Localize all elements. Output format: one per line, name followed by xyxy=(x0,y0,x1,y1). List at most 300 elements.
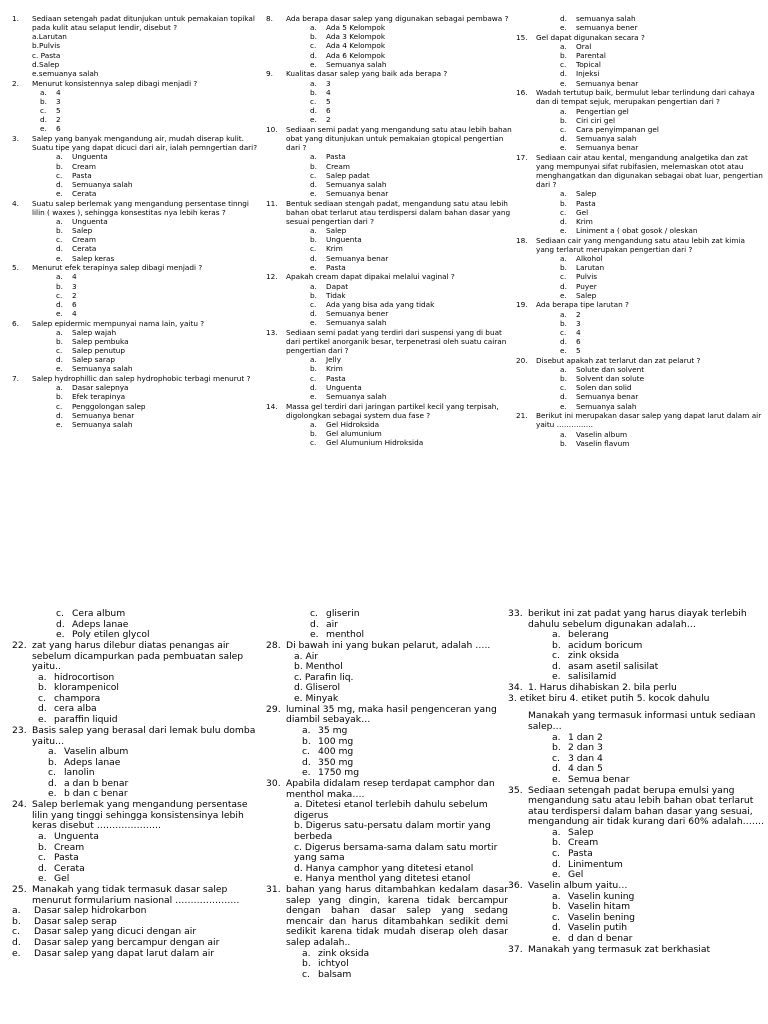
option-text: Semuanya benar xyxy=(576,78,639,88)
option-letter: b. xyxy=(552,742,561,754)
option-letter: d. xyxy=(310,618,319,630)
option-letter: c. xyxy=(56,170,63,180)
option-letter: c. xyxy=(560,60,567,70)
answer-option xyxy=(302,970,508,981)
option-text: semuanya salah xyxy=(576,14,636,23)
question-text: Gel dapat digunakan secara ? xyxy=(536,32,645,42)
question-9 xyxy=(266,69,512,124)
question-number: 16. xyxy=(516,88,528,98)
option-letter: d. xyxy=(310,253,317,263)
option-text: Dapat xyxy=(326,281,349,291)
answer-option xyxy=(38,832,256,843)
option-letter: c. xyxy=(38,852,46,864)
option-letter: c. xyxy=(310,609,318,619)
option-text: acidum boricum xyxy=(568,639,643,651)
option-text: 4 xyxy=(326,87,331,97)
question-4 xyxy=(12,199,258,263)
option-letter: b. xyxy=(310,364,317,374)
question-text: Apakah cream dapat dipakai melalui vaginal ? xyxy=(286,272,455,282)
option-letter: a. xyxy=(560,189,567,199)
option-text: Unguenta xyxy=(72,152,108,162)
question-23 xyxy=(12,726,256,800)
option-text: 1750 mg xyxy=(318,767,360,779)
option-text: Dasar salepnya xyxy=(72,383,129,393)
answer-option xyxy=(560,14,764,23)
answer-option xyxy=(560,263,764,272)
option-text: Gel Hidroksida xyxy=(326,419,380,429)
answer-option xyxy=(56,189,258,198)
option-letter: b. xyxy=(38,841,47,853)
answer-option xyxy=(310,364,512,373)
answer-option xyxy=(560,439,764,448)
question-stem xyxy=(508,945,764,956)
answer-option xyxy=(552,860,764,871)
question-stem xyxy=(516,153,764,190)
option-letter: c. xyxy=(310,170,317,180)
question-17 xyxy=(516,153,764,235)
answer-option xyxy=(40,106,258,115)
answer-option xyxy=(560,51,764,60)
option-letter: d. xyxy=(56,244,63,254)
question-number: 21. xyxy=(516,411,528,421)
question-stem xyxy=(508,609,764,630)
question-11 xyxy=(266,199,512,272)
option-letter: b. xyxy=(56,161,63,171)
option-letter: e. xyxy=(310,318,317,328)
option-text: Pulvis xyxy=(576,272,598,282)
answer-option xyxy=(56,630,256,641)
question-13 xyxy=(266,328,512,401)
option-text: Ada 3 Kelompok xyxy=(326,32,386,42)
answer-option xyxy=(310,254,512,263)
question-text: 1. Harus dihabiskan 2. bila perlu xyxy=(528,682,677,694)
question-3 xyxy=(12,134,258,198)
option-text: Semuanya benar xyxy=(326,253,389,263)
answer-option xyxy=(310,180,512,189)
answer-option xyxy=(56,152,258,161)
question-number: 11. xyxy=(266,198,278,208)
option-text: menthol xyxy=(326,629,365,641)
option-text: Pasta xyxy=(54,852,79,864)
option-text: 6 xyxy=(326,106,331,116)
question-stem xyxy=(266,402,512,420)
option-text: Semuanya salah xyxy=(326,59,387,69)
option-letter: a. xyxy=(56,327,63,337)
answer-option xyxy=(38,864,256,875)
answer-option xyxy=(56,609,256,620)
option-text: Salep keras xyxy=(72,253,115,263)
option-letter: c. xyxy=(12,926,20,938)
option-text: Vaselin album xyxy=(576,429,628,439)
option-text: 1 dan 2 xyxy=(568,731,603,743)
option-letter: a. xyxy=(310,78,317,88)
answer-options xyxy=(266,152,512,198)
option-text: c. Pasta xyxy=(32,50,61,60)
answer-option xyxy=(56,309,258,318)
question-number: 37. xyxy=(508,943,523,955)
question-14 xyxy=(266,402,512,448)
question-stem xyxy=(12,319,258,328)
answer-option xyxy=(310,189,512,198)
option-letter: d. xyxy=(310,179,317,189)
option-letter: e. xyxy=(56,253,63,263)
option-letter: e. xyxy=(56,364,63,374)
option-text: Gel xyxy=(54,873,70,885)
answer-option xyxy=(560,23,764,32)
option-text: Gel alumunium xyxy=(326,429,382,439)
option-text: 3 xyxy=(72,281,77,291)
option-text: Injeksi xyxy=(576,69,600,79)
option-text: Salep penutup xyxy=(72,346,126,356)
option-letter: a. xyxy=(38,671,47,683)
option-text: Cream xyxy=(54,841,85,853)
question-stem xyxy=(508,881,764,892)
answer-options xyxy=(266,282,512,328)
option-text: c. Parafin liq. xyxy=(294,671,354,683)
option-letter: e. xyxy=(310,115,317,125)
question-number: 2. xyxy=(12,78,19,88)
option-letter: a. xyxy=(56,383,63,393)
option-letter: c. xyxy=(560,207,567,217)
option-letter: a. xyxy=(560,429,567,439)
option-text: Cerata xyxy=(72,244,97,254)
option-letter: d. xyxy=(552,660,561,672)
option-text: 3 xyxy=(576,318,581,328)
answer-option xyxy=(40,88,258,97)
option-text: Salep wajah xyxy=(72,327,117,337)
option-letter: e. xyxy=(560,290,567,300)
option-letter: a. xyxy=(48,746,57,758)
answer-option xyxy=(560,189,764,198)
answer-options xyxy=(266,23,512,69)
answer-option xyxy=(560,430,764,439)
option-text: Topical xyxy=(576,60,601,70)
answer-options xyxy=(508,892,764,945)
answer-option xyxy=(560,60,764,69)
answer-option xyxy=(56,180,258,189)
answer-option xyxy=(310,162,512,171)
answer-option xyxy=(56,402,258,411)
option-text: a dan b benar xyxy=(64,777,129,789)
option-letter: d. xyxy=(552,922,561,934)
option-text: 4 xyxy=(576,327,581,337)
option-text: Salep sarap xyxy=(72,355,115,365)
answer-option xyxy=(560,319,764,328)
option-text: belerang xyxy=(568,629,609,641)
option-text: Adeps lanae xyxy=(72,618,129,630)
answer-options xyxy=(516,254,764,300)
answer-option xyxy=(56,235,258,244)
question-stem xyxy=(516,356,764,365)
option-letter: a. xyxy=(56,152,63,162)
option-text: Pasta xyxy=(568,848,593,860)
option-letter: a. xyxy=(552,629,561,641)
option-letter: a. xyxy=(310,226,317,236)
question-stem xyxy=(508,683,764,694)
answer-option xyxy=(292,843,508,864)
question-number: 25. xyxy=(12,884,27,896)
question-number: 34. xyxy=(508,682,523,694)
option-text: salisilamid xyxy=(568,671,617,683)
question-stem xyxy=(12,14,258,32)
option-letter: e. xyxy=(56,419,63,429)
option-letter: d. xyxy=(560,14,567,23)
question-text: Ada berapa dasar salep yang digunakan sebagai pembawa ? xyxy=(286,14,509,23)
question-number: 30. xyxy=(266,778,281,790)
question-number: 14. xyxy=(266,401,278,411)
option-letter: c. xyxy=(56,235,63,245)
option-text: gliserin xyxy=(326,609,360,619)
question-30 xyxy=(266,779,508,884)
option-text: Semuanya benar xyxy=(576,392,639,402)
option-letter: d. xyxy=(310,382,317,392)
question-text: Basis salep yang berasal dari lemak bulu domba yaitu… xyxy=(32,725,256,747)
option-letter: a. xyxy=(56,272,63,282)
answer-options xyxy=(516,430,764,448)
option-text: Krim xyxy=(576,216,593,226)
option-text: Cream xyxy=(326,161,351,171)
question-text: 3. etiket biru 4. etiket putih 5. kocok dahulu xyxy=(508,693,710,705)
option-letter: c. xyxy=(310,438,317,448)
option-text: Semuanya salah xyxy=(326,179,387,189)
option-letter: d. xyxy=(560,69,567,79)
question-number xyxy=(508,711,528,732)
column-top-left xyxy=(12,14,258,596)
answer-option xyxy=(32,69,258,78)
answer-options xyxy=(266,420,512,447)
option-text: Vaselin flavum xyxy=(576,438,630,448)
option-letter: e. xyxy=(38,873,47,885)
option-letter: e. xyxy=(552,671,561,683)
option-text: Dasar salep serap xyxy=(34,915,117,927)
option-text: 2 xyxy=(576,309,581,319)
answer-option xyxy=(310,429,512,438)
option-text: Cream xyxy=(72,235,97,245)
option-text: Vaselin album xyxy=(64,746,129,758)
option-text: Pasta xyxy=(72,170,92,180)
answer-options xyxy=(12,152,258,198)
option-text: Unguenta xyxy=(54,830,99,842)
option-text: Cara penyimpanan gel xyxy=(576,124,659,134)
option-letter: d. xyxy=(310,309,317,318)
option-letter: a. xyxy=(302,947,311,959)
option-text: Alkohol xyxy=(576,254,603,264)
answer-option xyxy=(560,107,764,116)
option-letter: e. xyxy=(560,346,567,356)
answer-option xyxy=(560,217,764,226)
question-18 xyxy=(516,236,764,300)
answer-option xyxy=(38,874,256,885)
answer-option xyxy=(552,934,764,945)
answer-option xyxy=(560,143,764,152)
option-text: asam asetil salisilat xyxy=(568,660,659,672)
answer-option xyxy=(292,821,508,842)
answer-option xyxy=(32,51,258,60)
question-number: 31. xyxy=(266,884,281,896)
answer-option xyxy=(552,775,764,786)
question-text: Menurut efek terapinya salep dibagi menjadi ? xyxy=(32,263,203,273)
question-text: Salep epidermic mempunyai nama lain, yaitu ? xyxy=(32,318,205,328)
option-text: Ciri ciri gel xyxy=(576,115,616,125)
option-letter: b. xyxy=(56,226,63,236)
question-stem xyxy=(12,134,258,152)
answer-option xyxy=(310,374,512,383)
answer-option xyxy=(56,300,258,309)
option-letter: a. xyxy=(302,725,311,737)
option-letter: b. xyxy=(310,429,317,439)
question-33 xyxy=(508,609,764,683)
answer-options xyxy=(12,217,258,263)
answer-option xyxy=(310,235,512,244)
column-bottom-right xyxy=(508,609,764,1024)
option-text: Tidak xyxy=(326,290,346,300)
option-text: Pengertian gel xyxy=(576,106,629,116)
option-letter: a. xyxy=(310,23,317,33)
answer-option xyxy=(310,355,512,364)
option-text: Oral xyxy=(576,41,592,51)
question-number: 3. xyxy=(12,134,19,144)
question-stem xyxy=(516,33,764,42)
option-letter: e. xyxy=(310,262,317,272)
option-text: b. Digerus satu-persatu dalam mortir yang berbeda xyxy=(294,820,491,842)
option-letter: b. xyxy=(560,198,567,208)
option-text: Cerata xyxy=(54,862,85,874)
column-top-middle xyxy=(266,14,512,596)
option-text: 4 dan 5 xyxy=(568,763,603,775)
option-text: Pasta xyxy=(326,152,346,162)
question-number: 20. xyxy=(516,355,528,365)
option-text: cera alba xyxy=(54,703,97,715)
option-letter: a. xyxy=(552,826,561,838)
option-letter: c. xyxy=(552,752,560,764)
option-text: Semuanya salah xyxy=(72,419,133,429)
option-letter: a. xyxy=(12,905,21,917)
option-text: Salep xyxy=(576,290,597,300)
question-6 xyxy=(12,319,258,374)
option-text: hidrocortison xyxy=(54,671,115,683)
option-text: d. Gliserol xyxy=(294,682,341,694)
question-number: 13. xyxy=(266,327,278,337)
option-text: Semuanya salah xyxy=(326,391,387,401)
question-text: Manakah yang termasuk zat berkhasiat xyxy=(528,943,711,955)
question-15 xyxy=(516,33,764,88)
option-text: c. Digerus bersama-sama dalam satu mortir yang sama xyxy=(294,841,498,864)
answer-option xyxy=(56,291,258,300)
answer-options xyxy=(516,42,764,88)
answer-option xyxy=(310,41,512,50)
option-letter: a. xyxy=(552,731,561,743)
answer-option xyxy=(56,337,258,346)
option-letter: c. xyxy=(552,911,560,923)
question-36 xyxy=(508,881,764,944)
option-letter: d. xyxy=(560,392,567,402)
question-21 xyxy=(516,411,764,448)
option-text: d dan d benar xyxy=(568,932,633,944)
option-text: ichtyol xyxy=(318,958,349,970)
answer-options xyxy=(266,800,508,884)
answer-options xyxy=(516,189,764,235)
answer-option xyxy=(560,310,764,319)
answer-options xyxy=(12,609,256,641)
option-text: Cerata xyxy=(72,188,97,198)
answer-option xyxy=(560,226,764,235)
answer-option xyxy=(310,226,512,235)
question-stem xyxy=(266,199,512,226)
option-letter: b. xyxy=(56,336,63,346)
option-text: 6 xyxy=(72,299,77,309)
option-letter: b. xyxy=(48,756,57,768)
answer-options xyxy=(12,747,256,800)
option-text: e. Hanya menthol yang ditetesi etanol xyxy=(294,873,471,885)
question-24 xyxy=(12,800,256,884)
option-text: Solute dan solvent xyxy=(576,364,645,374)
answer-option xyxy=(310,106,512,115)
option-letter: c. xyxy=(302,746,310,758)
option-letter: c. xyxy=(310,41,317,51)
answer-option xyxy=(56,383,258,392)
option-letter: b. xyxy=(40,96,47,106)
question-stem xyxy=(508,786,764,828)
answer-option xyxy=(560,125,764,134)
option-text: 3 xyxy=(326,78,331,88)
question-text: Salep yang banyak mengandung air, mudah diserap kulit. Suatu tipe yang dapat dicuci dari air, ialah pemngertian dari? xyxy=(32,134,258,153)
option-letter: e. xyxy=(12,947,21,959)
question-stem xyxy=(516,300,764,309)
option-letter: b. xyxy=(56,281,63,291)
option-text: paraffin liquid xyxy=(54,713,118,725)
option-letter: c. xyxy=(48,767,56,779)
question-number: 33. xyxy=(508,609,523,619)
option-text: Pasta xyxy=(326,262,346,272)
option-letter: c. xyxy=(310,96,317,106)
option-letter: b. xyxy=(302,958,311,970)
question-stem xyxy=(266,779,508,800)
question-text: zat yang harus dilebur diatas penangas air sebelum dicampurkan pada pembuatan salep yaitu.. xyxy=(32,640,244,673)
answer-option xyxy=(560,291,764,300)
answer-options xyxy=(12,88,258,134)
question-stem xyxy=(266,125,512,152)
answer-option xyxy=(56,254,258,263)
option-text: Dasar salep yang bercampur dengan air xyxy=(34,936,220,948)
answer-option xyxy=(32,32,258,41)
question-number: 28. xyxy=(266,640,281,652)
question-stem xyxy=(12,641,256,673)
answer-options xyxy=(508,630,764,683)
question-number: 4. xyxy=(12,198,19,208)
option-letter: a. xyxy=(560,106,567,116)
option-text: Adeps lanae xyxy=(64,756,121,768)
question-number: 18. xyxy=(516,235,528,245)
option-text: Semuanya salah xyxy=(72,179,133,189)
question-number: 15. xyxy=(516,32,528,42)
option-text: Larutan xyxy=(576,263,605,273)
option-text: 6 xyxy=(576,336,581,346)
option-text: Salep xyxy=(576,189,597,199)
option-letter: a. xyxy=(560,41,567,51)
answer-option xyxy=(310,392,512,401)
question-stem xyxy=(508,711,764,732)
answer-option xyxy=(32,41,258,50)
answer-option xyxy=(310,309,512,318)
answer-options xyxy=(266,726,508,779)
option-letter: e. xyxy=(310,59,317,69)
option-text: zink oksida xyxy=(318,947,370,959)
option-letter: e. xyxy=(310,188,317,198)
option-text: Krim xyxy=(326,364,343,374)
option-letter: e. xyxy=(48,788,57,800)
question-continuation xyxy=(266,609,508,641)
question-stem xyxy=(12,263,258,272)
